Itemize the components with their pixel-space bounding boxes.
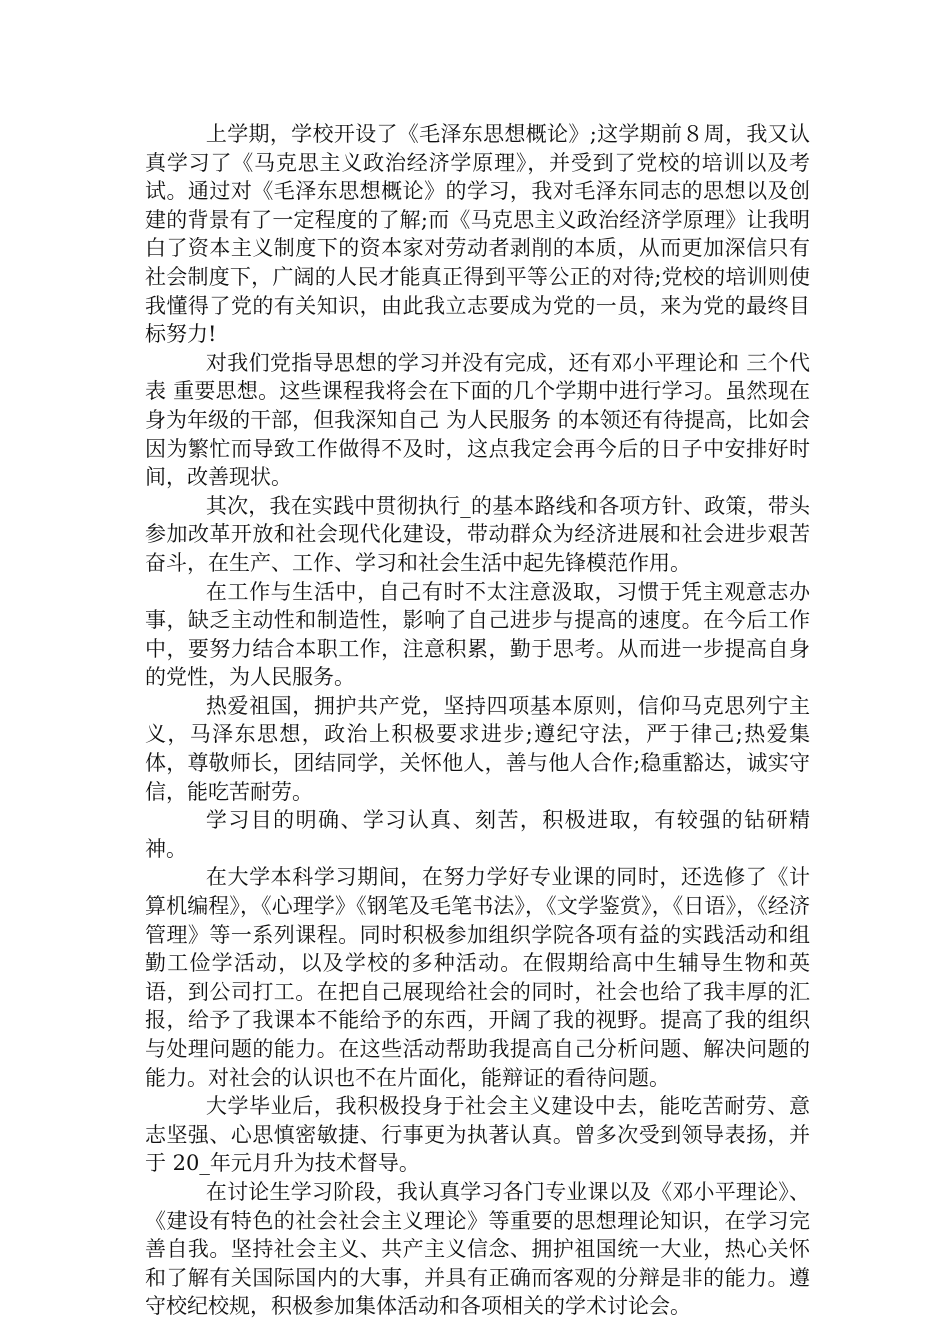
paragraph-6: 学习目的明确、学习认真、刻苦，积极进取，有较强的钻研精神。 [145, 808, 810, 861]
paragraph-8: 大学毕业后，我积极投身于社会主义建设中去，能吃苦耐劳、意志坚强、心思慎密敏捷、行事更为执著认真。曾多次受到领导表扬，并于 20_年元月升为技术督导。 [145, 1094, 810, 1176]
paragraph-7: 在大学本科学习期间，在努力学好专业课的同时，还选修了《计算机编程》，《心理学》《钢笔及毛笔书法》，《文学鉴赏》，《日语》，《经济管理》等一系列课程。同时积极参加组织学院各项有益的实践活动和组勤工俭学活动，以及学校的多种活动。在假期给高中生辅导生物和英语，到公司打工。在把自己展现给社会的同时，社会也给了我丰厚的汇报，给予了我课本不能给予的东西，开阔了我的视野。提高了我的组织与处理问题的能力。在这些活动帮助我提高自己分析问题、解决问题的能力。对社会的认识也不在片面化，能辩证的看待问题。 [145, 865, 810, 1090]
document-body [145, 120, 810, 1321]
paragraph-4: 在工作与生活中，自己有时不太注意汲取，习惯于凭主观意志办事，缺乏主动性和制造性，影响了自己进步与提高的速度。在今后工作中，要努力结合本职工作，注意积累，勤于思考。从而进一步提高自身的党性，为人民服务。 [145, 579, 810, 690]
paragraph-3: 其次，我在实践中贯彻执行_的基本路线和各项方针、政策，带头参加改革开放和社会现代化建设，带动群众为经济进展和社会进步艰苦奋斗，在生产、工作、学习和社会生活中起先锋模范作用。 [145, 493, 810, 575]
paragraph-1: 上学期，学校开设了《毛泽东思想概论》;这学期前８周，我又认真学习了《马克思主义政治经济学原理》，并受到了党校的培训以及考试。通过对《毛泽东思想概论》的学习，我对毛泽东同志的思想以及创建的背景有了一定程度的了解;而《马克思主义政治经济学原理》让我明白了资本主义制度下的资本家对劳动者剥削的本质，从而更加深信只有社会制度下，广阔的人民才能真正得到平等公正的对待;党校的培训则使我懂得了党的有关知识，由此我立志要成为党的一员，来为党的最终目标努力! [145, 122, 810, 347]
paragraph-2: 对我们党指导思想的学习并没有完成，还有邓小平理论和 三个代表 重要思想。这些课程我将会在下面的几个学期中进行学习。虽然现在身为年级的干部，但我深知自己 为人民服务 的本领还有待提高，比如会因为繁忙而导致工作做得不及时，这点我定会再今后的日子中安排好时间，改善现状。 [145, 350, 810, 490]
paragraph-5: 热爱祖国，拥护共产党，坚持四项基本原则，信仰马克思列宁主义，马泽东思想，政治上积极要求进步;遵纪守法，严于律己;热爱集体，尊敬师长，团结同学，关怀他人，善与他人合作;稳重豁达，诚实守信，能吃苦耐劳。 [145, 693, 810, 804]
paragraph-9: 在讨论生学习阶段，我认真学习各门专业课以及《邓小平理论》、《建设有特色的社会社会主义理论》等重要的思想理论知识，在学习完善自我。坚持社会主义、共产主义信念、拥护祖国统一大业，热心关怀和了解有关国际国内的大事，并具有正确而客观的分辩是非的能力。遵守校纪校规，积极参加集体活动和各项相关的学术讨论会。 [145, 1179, 810, 1319]
